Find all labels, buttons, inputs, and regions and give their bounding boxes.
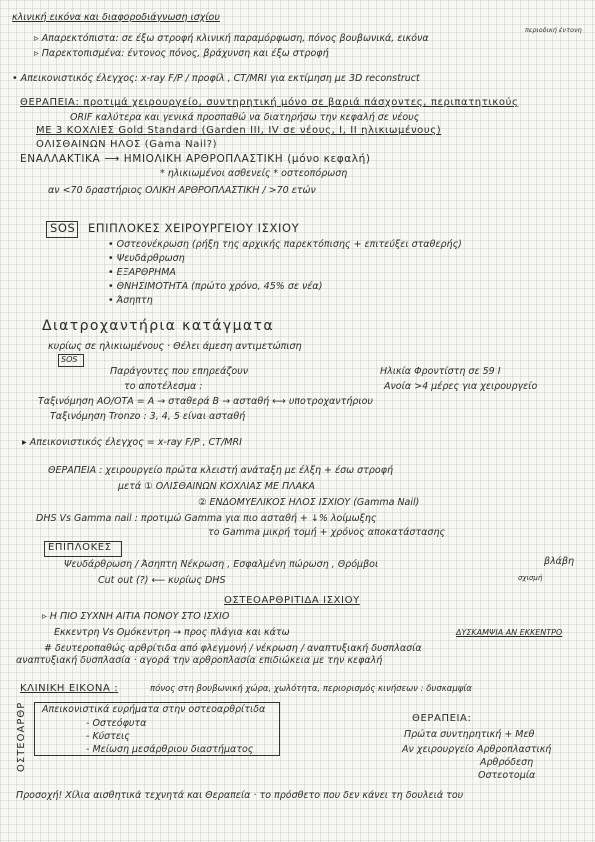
note-line: Πρώτα συντηρητική + Μεθ [404,729,535,740]
imaging-box-title: Απεικονιστικά ευρήματα στην οστεοαρθρίτιδα [42,704,266,715]
note-line: Ταξινόμηση ΑΟ/ΟΤΑ = Α → σταθερά Β → ασταθή ⟷ υποτροχαντήριου [38,396,373,407]
note-line: Ηλικία Φροντίστη σε 59 Ι [380,366,501,377]
note-line: ΟΛΙΣΘΑΙΝΩΝ ΗΛΟΣ (Gama Nail?) [36,139,218,150]
note-line: αν <70 δραστήριος ΟΛΙΚΗ ΑΡΘΡΟΠΛΑΣΤΙΚΗ / >70 ετών [48,185,316,196]
note-line: πόνος στη βουβωνική χώρα, χωλότητα, περιορισμός κινήσεων : δυσκαμψία [150,684,472,694]
section-heading: ΟΣΤΕΟΑΡΘΡΙΤΙΔΑ ΙΣΧΙΟΥ [224,595,360,606]
note-line: ΔΥΣΚΑΜΨΙΑ ΑΝ ΕΚΚΕΝΤΡΟ [456,628,563,637]
treatment-heading: ΘΕΡΑΠΕΙΑ: προτιμά χειρουργείο, συντηρητική μόνο σε βαριά πάσχοντες, περιπατητικούς [20,97,519,108]
note-line: # δευτεροπαθώς αρθρίτιδα από φλεγμονή / νέκρωση / αναπτυξιακή δυσπλασία [44,643,422,654]
list-item: • Άσηπτη [108,295,153,306]
note-line: ▹ Απαρεκτόπιστα: σε έξω στροφή κλινική παραμόρφωση, πόνος βουβωνικά, εικόνα [34,33,429,44]
note-line: Αν χειρουργείο Αρθροπλαστική [402,744,552,755]
note-line: ΕΝΑΛΛΑΚΤΙΚΑ ⟶ ΗΜΙΟΛΙΚΗ ΑΡΘΡΟΠΛΑΣΤΙΚΗ (μόνο κεφαλή) [20,153,371,165]
note-line: ▹ Παρεκτοπισμένα: έντονος πόνος, βράχυνση και έξω στροφή [34,48,329,59]
list-item: • ΕΞΑΡΘΡΗΜΑ [108,267,176,278]
note-line: • Απεικονιστικός έλεγχος: x-ray F/P / προφίλ , CT/MRI για εκτίμηση με 3D reconstruct [12,73,420,84]
sos-badge: SOS [50,221,76,235]
margin-note: περιοδική έντονη [525,26,582,34]
note-line: κυρίως σε ηλικιωμένους · Θέλει άμεση αντιμετώπιση [48,341,302,352]
list-item: • Ψευδάρθρωση [108,253,185,264]
note-line: Εκκεντρη Vs Ομόκεντρη → προς πλάγια και κάτω [54,627,290,638]
note-line: ▹ Η ΠΙΟ ΣΥΧΝΗ ΑΙΤΙΑ ΠΟΝΟΥ ΣΤΟ ΙΣΧΙΟ [42,611,230,622]
treatment-heading: ΘΕΡΑΠΕΙΑ: [412,713,472,724]
margin-note: βλάβη [544,556,575,567]
note-line: Προσοχή! Χίλια αισθητικά τεχνητά και Θεραπεία · το πρόσθετο που δεν κάνει τη δουλειά του [16,790,464,801]
note-line: αναπτυξιακή δυσπλασία · αγορά την αρθροπλασία επιδιώκεια με την κεφαλή [16,655,383,666]
note-line: Ψευδάρθρωση / Άσηπτη Νέκρωση , Εσφαλμένη πώρωση , Θρόμβοι [64,559,379,570]
note-line: μετά ① ΟΛΙΣΘΑΙΝΩΝ ΚΟΧΛΙΑΣ ΜΕ ΠΛΑΚΑ [118,481,315,492]
note-line: Οστεοτομία [478,770,536,781]
note-line: το Gamma μικρή τομή + χρόνος αποκατάστασης [208,527,446,538]
note-line: ΜΕ 3 ΚΟΧΛΙΕΣ Gold Standard (Garden III, IV σε νέους, I, II ηλικιωμένους) [36,125,442,136]
note-line: ▸ Απεικονιστικός έλεγχος = x-ray F/P , CT/MRI [22,437,242,448]
note-line: Αρθρόδεση [480,757,534,768]
note-line: το αποτέλεσμα : [124,381,203,392]
note-line: DHS Vs Gamma nail : προτιμώ Gamma για πιο ασταθή + ↓% λοίμωξης [36,513,377,524]
note-line: ② ΕΝΔΟΜΥΕΛΙΚΟΣ ΗΛΟΣ ΙΣΧΙΟΥ (Gamma Nail) [198,497,420,508]
list-item: • Οστεονέκρωση (ρήξη της αρχικής παρεκτόπισης + επιτεύξει σταθερής) [108,239,462,250]
complications-badge: ΕΠΙΠΛΟΚΕΣ [48,542,112,553]
treatment-heading: ΘΕΡΑΠΕΙΑ : χειρουργείο πρώτα κλειστή ανάταξη με έλξη + έσω στροφή [48,465,394,476]
margin-note: σχισμή [518,574,543,582]
note-line: Cut out (?) ⟵ κυρίως DHS [98,575,226,586]
page-heading: κλινική εικόνα και διαφοροδιάγνωση ισχίου [12,12,220,23]
section-heading: ΕΠΙΠΛΟΚΕΣ ΧΕΙΡΟΥΡΓΕΙΟΥ ΙΣΧΙΟΥ [88,221,300,235]
note-line: * ηλικιωμένοι ασθενείς * οστεοπόρωση [160,168,348,179]
list-item: • ΘΝΗΣΙΜΟΤΗΤΑ (πρώτο χρόνο, 45% σε νέα) [108,281,323,292]
list-item: - Οστεόφυτα [86,718,147,729]
note-line: Ανοία >4 μέρες για χειρουργείο [384,381,538,392]
list-item: - Κύστεις [86,731,130,742]
note-line: Ταξινόμηση Tronzo : 3, 4, 5 είναι ασταθή [50,411,246,422]
sos-badge: SOS [61,355,78,364]
side-label: ΟΣΤΕΟΑΡΘΡ [16,701,27,772]
clinical-heading: ΚΛΙΝΙΚΗ ΕΙΚΟΝΑ : [20,683,119,694]
note-line: ORIF καλύτερα και γενικά προσπαθώ να διατηρήσω την κεφαλή σε νέους [70,112,420,123]
note-line: Παράγοντες που επηρεάζουν [110,366,249,377]
section-heading: Διατροχαντήρια κατάγματα [42,318,274,334]
list-item: - Μείωση μεσάρθριου διαστήματος [86,744,254,755]
